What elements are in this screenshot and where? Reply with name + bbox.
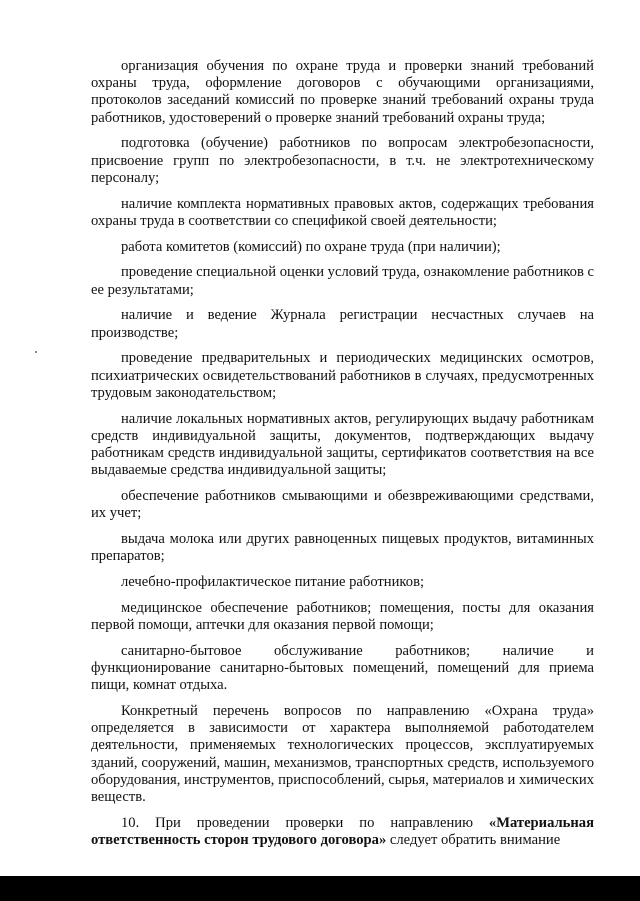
section-10-bold-title: «Материальная ответственность сторон трудового договора»: [91, 814, 594, 849]
section-10-paragraph: [91, 815, 594, 849]
paragraph: работа комитетов (комиссий) по охране труда (при наличии);: [121, 238, 501, 255]
paragraph: выдача молока или других равноценных пищевых продуктов, витаминных препаратов;: [91, 531, 594, 565]
paragraph: наличие локальных нормативных актов, регулирующих выдачу работникам средств индивидуальной защиты, документов, подтверждающих выдачу работникам средств индивидуальной защиты, сертификатов соответствия на все выдаваемые средства индивидуальной защиты;: [91, 410, 594, 479]
paragraph: наличие и ведение Журнала регистрации несчастных случаев на производстве;: [91, 307, 594, 341]
section-10-intro: 10. При проведении проверки по направлению: [121, 814, 489, 831]
section-10-continuation: следует обратить внимание: [386, 832, 561, 849]
paragraph: Конкретный перечень вопросов по направлению «Охрана труда» определяется в зависимости от характера выполняемой работодателем деятельности, применяемых технологических процессов, эксплуатируемых зданий, сооружений, машин, механизмов, транспортных средств, используемого оборудования, инструментов, приспособлений, сырья, материалов и химических веществ.: [91, 703, 594, 806]
paragraph: наличие комплекта нормативных правовых актов, содержащих требования охраны труда в соответствии со спецификой своей деятельности;: [91, 195, 594, 229]
paragraph: организация обучения по охране труда и проверки знаний требований охраны труда, оформление договоров с обучающими организациями, протоколов заседаний комиссий по проверке знаний требований охраны труда работников, удостоверений о проверке знаний требований охраны труда;: [91, 58, 594, 126]
paragraph: обеспечение работников смывающими и обезвреживающими средствами, их учет;: [91, 488, 594, 522]
paragraph: медицинское обеспечение работников; помещения, посты для оказания первой помощи, аптечки для оказания первой помощи;: [91, 599, 594, 634]
paragraph: проведение предварительных и периодических медицинских осмотров, психиатрических освидетельствований работников в случаях, предусмотренных трудовым законодательством;: [91, 350, 594, 401]
paragraph: лечебно-профилактическое питание работников;: [121, 574, 425, 591]
paragraph: проведение специальной оценки условий труда, ознакомление работников с ее результатами;: [91, 264, 594, 298]
scan-bottom-edge: [0, 876, 640, 901]
scan-speck: [35, 351, 37, 353]
document-body: [91, 58, 594, 849]
paragraph: подготовка (обучение) работников по вопросам электробезопасности, присвоение групп по электробезопасности, в т.ч. не электротехническому персоналу;: [91, 135, 594, 186]
paragraph: санитарно-бытовое обслуживание работников; наличие и функционирование санитарно-бытовых помещений, помещений для приема пищи, комнат отдыха.: [91, 642, 594, 694]
